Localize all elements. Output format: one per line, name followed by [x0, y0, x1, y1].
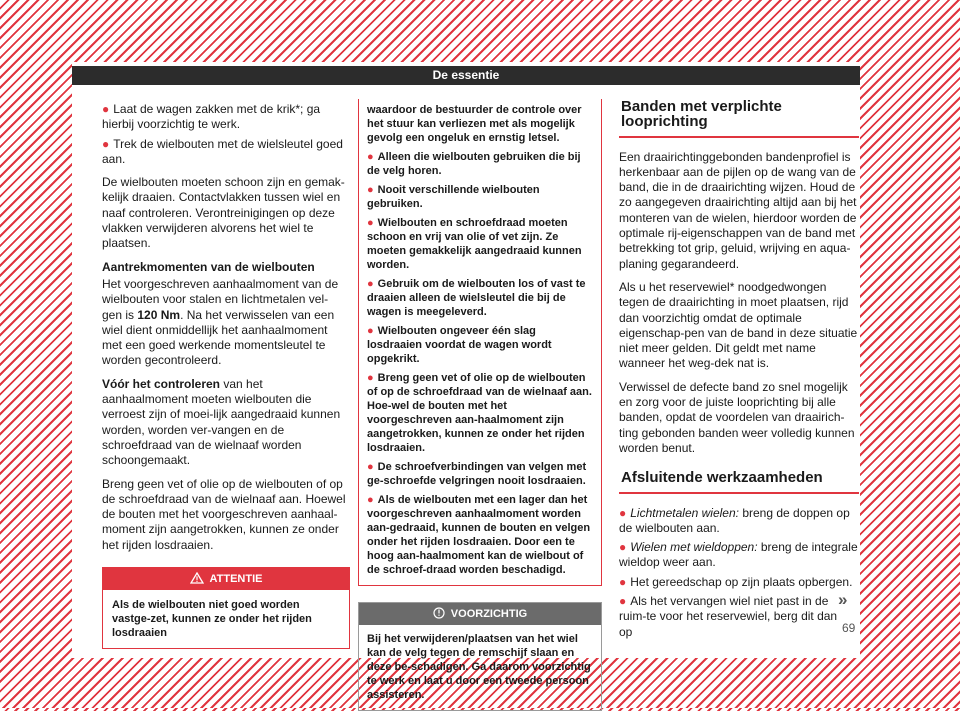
- list-item: ● Wielen met wieldoppen: breng de integrale wieldop weer aan.: [619, 540, 858, 570]
- column-left: [102, 102, 348, 649]
- warning-text: Als de wielbouten niet goed worden vastge-zet, kunnen ze onder het rijden losdraaien: [112, 599, 312, 640]
- section-heading: Afsluitende werkzaamheden: [619, 470, 859, 493]
- paragraph: Vóór het controleren van het aanhaalmoment moeten wielbouten die verroest zijn of moei-lijk aangedraaid kunnen worden, worden ver-vangen en de schroefdraad van de wielnaaf worden schoongemaakt.: [102, 376, 341, 468]
- warning-triangle-icon: [190, 572, 204, 584]
- paragraph: Het voorgeschreven aanhaalmoment van de wielbouten voor stalen en lichtmetalen vel-gen is 120 Nm. Na het verwisselen van een wiel dient onmiddellijk het aanhaalmoment met een goed werkende momentsleutel te worden gecontroleerd.: [102, 276, 339, 368]
- paragraph: Verwissel de defecte band zo snel mogelijk en zorg voor de juiste looprichting bij alle banden, opdat de voordelen van draairich-ting gebonden banden weer volledig kunnen worden benut.: [619, 379, 855, 455]
- info-circle-icon: [433, 607, 445, 619]
- caution-box: [358, 602, 602, 711]
- list-item: ● Gebruik om de wielbouten los of vast te draaien alleen de wielsleutel die bij de wagen is meegeleverd.: [367, 278, 586, 318]
- paragraph: Als u het reservewiel* noodgedwongen tegen de draairichting in moet plaatsen, rijd dan voorzichtig omdat de optimale eigenschap-pen van de band in deze situatie niet meer gelden. Dit geldt met name wanneer het weg-dek nat is.: [619, 279, 858, 371]
- column-right: [619, 99, 859, 644]
- warning-label: ATTENTIE: [209, 573, 263, 586]
- list-item: ● Trek de wielbouten met de wielsleutel goed aan.: [102, 136, 343, 166]
- list-item: ● Nooit verschillende wielbouten gebruiken.: [367, 184, 540, 210]
- warning-header: [103, 568, 349, 590]
- list-item: ● Wielbouten en schroefdraad moeten schoon en vrij van olie of vet zijn. Ze moeten gemakkelijk aangedraaid kunnen worden.: [367, 217, 582, 271]
- page-number: 69: [842, 621, 856, 635]
- column-middle: [358, 99, 600, 711]
- list-item: ● Als het vervangen wiel niet past in de ruim-te voor het reservewiel, berg dit dan op: [619, 594, 838, 639]
- bullet-icon: ●: [102, 102, 110, 116]
- list-item: ● Als de wielbouten met een lager dan het voorgeschreven aanhaalmoment worden aan-gedraaid, kunnen de bouten en velgen onder het rijden losdraaien. Door een te hoog aan-haalmoment kan de wielbout of de schroef-draad worden beschadigd.: [367, 494, 591, 576]
- paragraph: Breng geen vet of olie op de wielbouten of op de schroefdraad van de wielnaaf aan. Hoewel de bouten met het voorgeschreven aanhaal-moment zijn aangetrokken, kunnen ze onder het rijden losdraaien.: [102, 476, 346, 552]
- caution-header: [359, 603, 601, 625]
- section-header: De essentie: [72, 66, 860, 85]
- warning-intro: waardoor de bestuurder de controle over het stuur kan verliezen met als mogelijk gevolg een ongeluk en ernstig letsel.: [367, 104, 582, 144]
- list-item: ● Lichtmetalen wielen: breng de doppen op de wielbouten aan.: [619, 505, 850, 535]
- section-heading: Banden met verplichte looprichting: [619, 99, 859, 138]
- list-item: ● Alleen die wielbouten gebruiken die bij de velg horen.: [367, 151, 581, 177]
- list-item: ● Breng geen vet of olie op de wielbouten of op de schroefdraad van de wielnaaf aan. Hoe-wel de bouten met het voorgeschreven aan-haalmoment zijn aangetrokken, kunnen ze onder het rijden losdraaien.: [367, 372, 592, 454]
- list-item: ● Laat de wagen zakken met de krik*; ga hierbij voorzichtig te werk.: [102, 102, 321, 132]
- caution-text: Bij het verwijderen/plaatsen van het wiel kan de velg tegen de remschijf slaan en deze be-schadigen. Ga daarom voorzichtig te werk en laat u door een tweede persoon assisteren.: [367, 633, 591, 701]
- list-item: ● Het gereedschap op zijn plaats opbergen.: [619, 574, 853, 589]
- warning-box: [102, 567, 350, 649]
- caution-label: VOORZICHTIG: [450, 608, 528, 620]
- paragraph: De wielbouten moeten schoon zijn en gemak-kelijk draaien. Contactvlakken tussen wiel en naaf controleren. Verontreinigingen op deze vlakken verwijderen alvorens het wiel te plaatsen.: [102, 175, 345, 251]
- list-item: ● De schroefverbindingen van velgen met ge-schroefde velgringen nooit losdraaien.: [367, 461, 587, 487]
- subheading: Aantrekmomenten van de wielbouten: [102, 259, 315, 274]
- warning-continuation-box: [358, 99, 602, 586]
- continue-arrow-icon: »: [838, 590, 848, 609]
- list-item: ● Wielbouten ongeveer één slag losdraaien voordat de wagen wordt opgekrikt.: [367, 325, 552, 365]
- bullet-icon: ●: [102, 136, 110, 151]
- paragraph: Een draairichtinggebonden bandenprofiel is herkenbaar aan de pijlen op de wang van de band, die in de draairichting wijzen. Houd de zo aangegeven draairichting altijd aan bij het monteren van de wielen, hierdoor worden de optimale rij-eigenschappen van de band met betrekking tot grip, geluid, wrijving en aqua-planing gegarandeerd.: [619, 149, 857, 271]
